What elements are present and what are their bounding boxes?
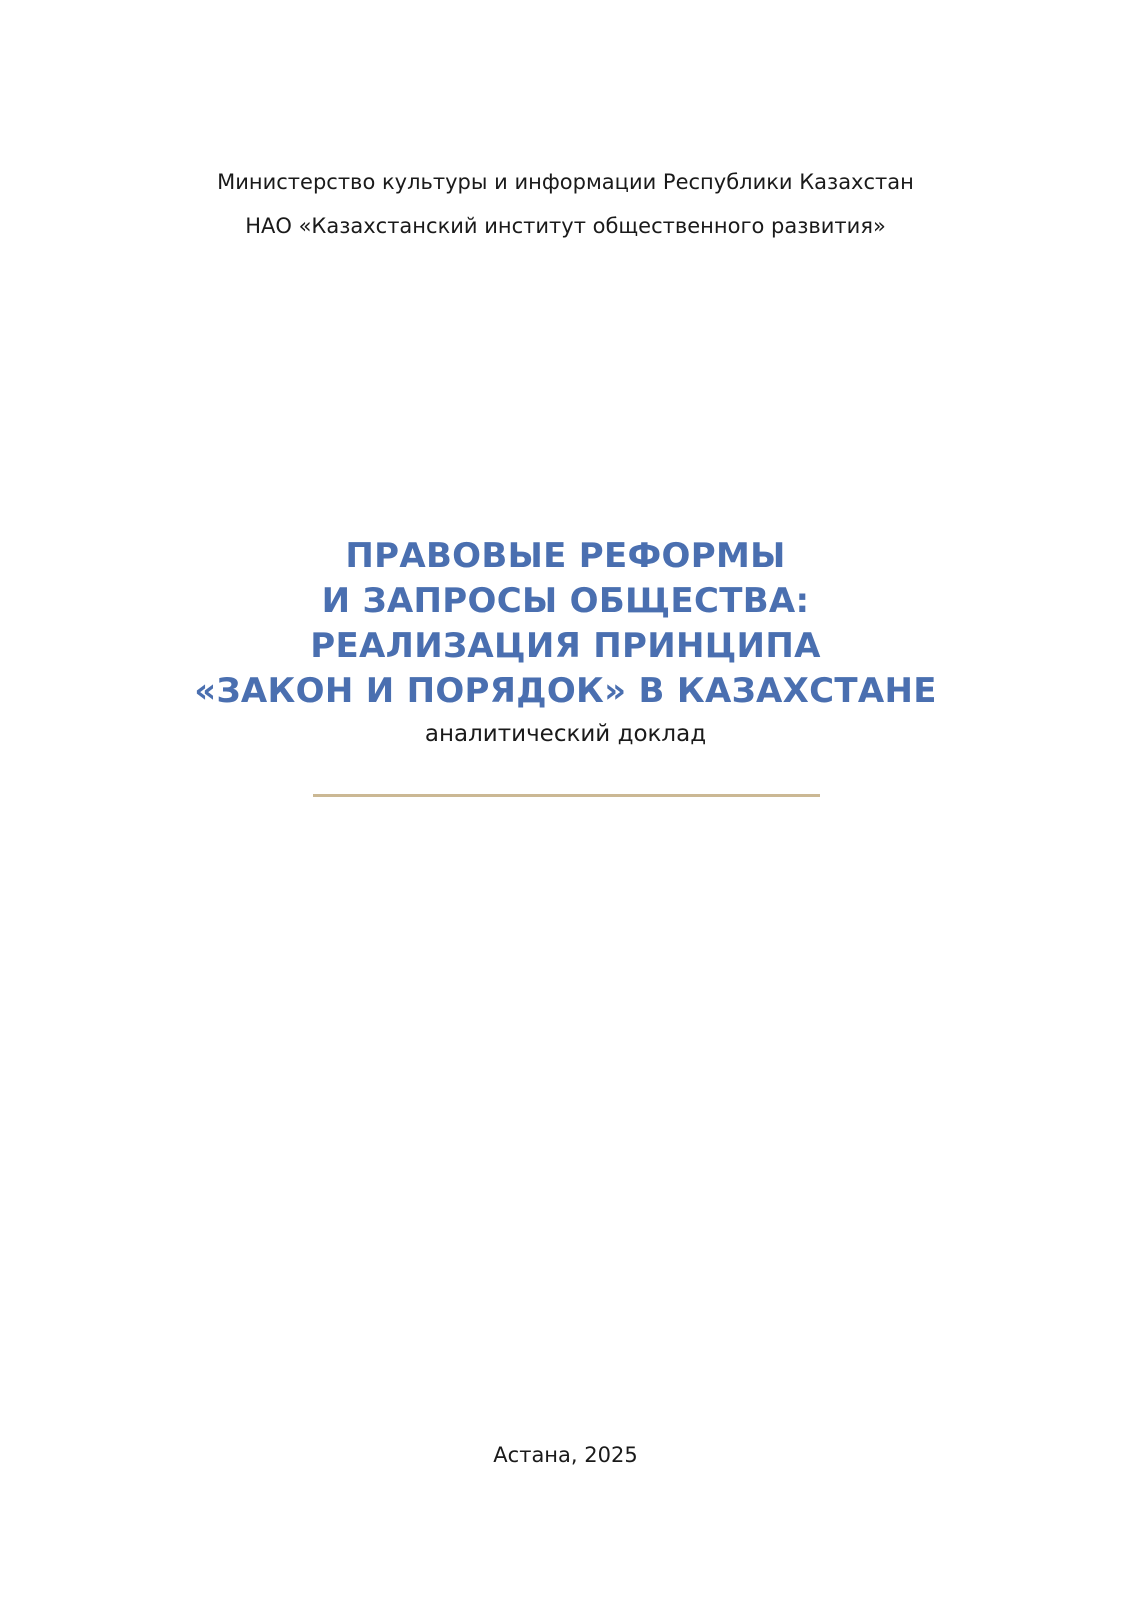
title-divider bbox=[313, 794, 820, 797]
title-block bbox=[0, 534, 1131, 752]
institute-name: НАО «Казахстанский институт общественного развития» bbox=[245, 214, 886, 238]
place-year: Астана, 2025 bbox=[493, 1443, 638, 1467]
title-line-1: ПРАВОВЫЕ РЕФОРМЫ bbox=[345, 536, 786, 576]
document-header bbox=[0, 160, 1131, 248]
ministry-name: Министерство культуры и информации Республики Казахстан bbox=[217, 170, 914, 194]
title-line-4: «ЗАКОН И ПОРЯДОК» В КАЗАХСТАНЕ bbox=[194, 671, 937, 711]
title-line-2: И ЗАПРОСЫ ОБЩЕСТВА: bbox=[321, 581, 810, 621]
document-subtitle: аналитический доклад bbox=[424, 721, 707, 747]
title-line-3: РЕАЛИЗАЦИЯ ПРИНЦИПА bbox=[310, 626, 821, 666]
